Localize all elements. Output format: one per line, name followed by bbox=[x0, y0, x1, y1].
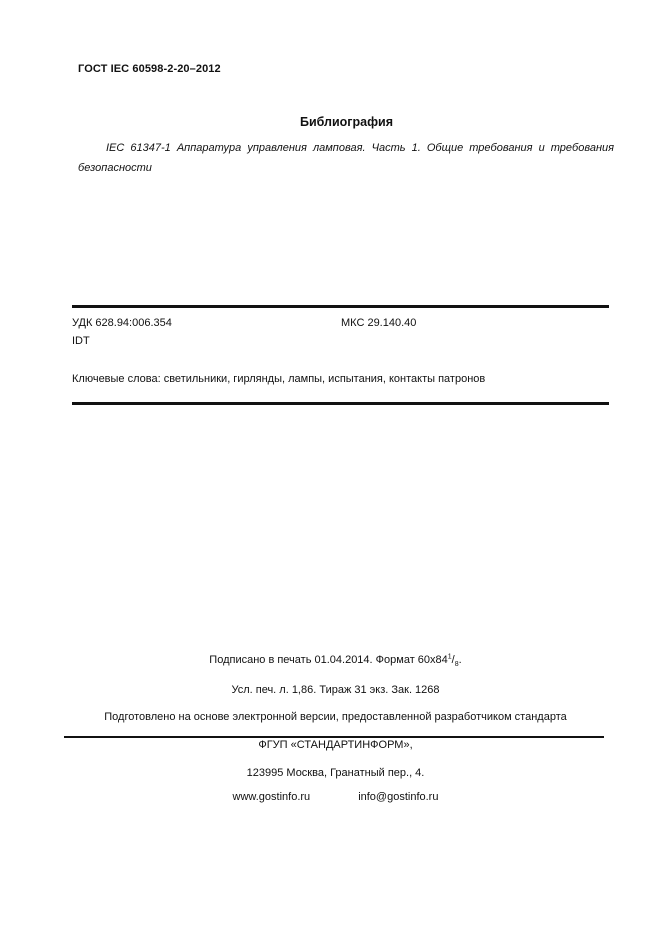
signed-to-print: Подписано в печать 01.04.2014. Формат $60х84^1/_8$. bbox=[209, 653, 462, 669]
udk-code: УДК 628.94:006.354 bbox=[72, 317, 172, 329]
idt-label: IDT bbox=[72, 335, 90, 347]
imprint-divider bbox=[64, 736, 604, 738]
standard-code: ГОСТ IEC 60598-2-20–2012 bbox=[78, 63, 221, 75]
print-info: Усл. печ. л. 1,86. Тираж 31 экз. Зак. 1268 bbox=[231, 684, 440, 696]
top-divider bbox=[72, 305, 609, 308]
format-sub: 8 bbox=[454, 661, 459, 669]
prepared-note: Подготовлено на основе электронной версии, предоставленной разработчиком стандарта bbox=[104, 711, 567, 723]
signed-suffix: . bbox=[458, 654, 462, 666]
format-sup: 1 bbox=[447, 653, 452, 661]
keywords: Ключевые слова: светильники, гирлянды, лампы, испытания, контакты патронов bbox=[72, 373, 486, 385]
bottom-divider bbox=[72, 402, 609, 405]
bibliography-entry: IEC 61347-1 Аппаратура управления ламповая. Часть 1. Общие требования и требования безопасности bbox=[78, 142, 614, 174]
website-link[interactable]: www.gostinfo.ru bbox=[232, 791, 311, 803]
bibliography-title: Библиография bbox=[299, 115, 394, 129]
publisher-address: 123995 Москва, Гранатный пер., 4. bbox=[246, 767, 425, 779]
email-link[interactable]: info@gostinfo.ru bbox=[358, 791, 439, 803]
publisher: ФГУП «СТАНДАРТИНФОРМ», bbox=[258, 739, 413, 751]
signed-text: Подписано в печать 01.04.2014. Формат 60х84 bbox=[209, 654, 448, 666]
mks-code: МКС 29.140.40 bbox=[341, 317, 417, 329]
contacts bbox=[0, 791, 661, 803]
